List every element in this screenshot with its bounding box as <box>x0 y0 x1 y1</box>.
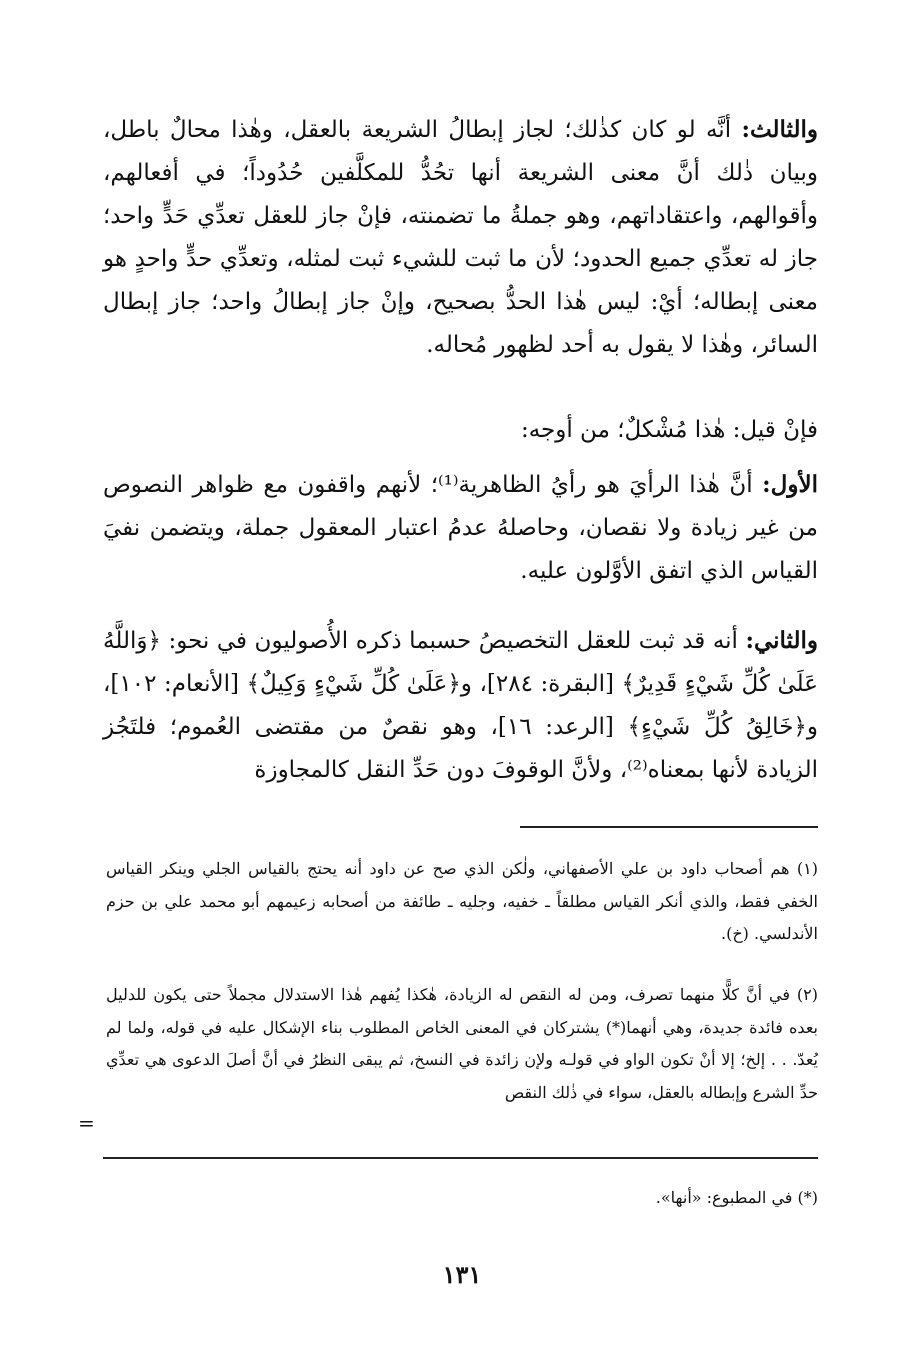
footnote-2: (٢) في أنَّ كلًّا منهما تصرف، ومن له النقص له الزيادة، هٰكذا يُفهم هٰذا الاستدلال مجملاً حتى يكون للدليل بعده فائدة جديدة، وهي أنهما(*) يشتركان في المعنى الخاص المطلوب بناء الإشكال عليه في قوله، ولما لم يُعدّ. . . إلخ؛ إلا أنْ تكون الواو في قولـه ولإن زائدة في النسخ، ثم يبقى النظرُ في أنَّ أصلَ الدعوى هي تعدِّي حدِّ الشرع وإبطاله بالعقل، سواء في ذٰلك النقص <box>106 985 818 1102</box>
paragraph-lead: والثاني: <box>745 627 818 654</box>
paragraph-text: فإنْ قيل: هٰذا مُشْكلٌ؛ من أوجه: <box>520 417 818 443</box>
paragraph-third-argument <box>103 108 818 367</box>
paragraph-text: أنه قد ثبت للعقل التخصيصُ حسبما ذكره الأُصوليون في نحو: ﴿وَاللَّهُ عَلَىٰ كُلِّ شَيْءٍ قَدِيرٌ﴾ [البقرة: ٢٨٤]، و﴿عَلَىٰ كُلِّ شَيْءٍ وَكِيلٌ﴾ [الأنعام: ١٠٢]، و﴿خَالِقُ كُلِّ شَيْءٍ﴾ [الرعد: ١٦]، وهو نقصٌ من مقتضى العُموم؛ فلتَجُز الزيادة لأنها بمعناه⁽²⁾، ولأنَّ الوقوفَ دون حَدِّ النقل كالمجاوزة <box>103 628 818 783</box>
paragraph-lead: الأول: <box>762 471 818 498</box>
page-number: ١٣١ <box>442 1260 482 1289</box>
paragraph-second-point <box>103 619 818 792</box>
paragraph-objection <box>103 409 818 452</box>
paragraph-lead: والثالث: <box>741 116 818 143</box>
editor-note: (*) في المطبوع: «أنها». <box>655 1188 818 1207</box>
paragraph-text: أنَّه لو كان كذٰلك؛ لجاز إبطالُ الشريعة بالعقل، وهٰذا محالٌ باطل، وبيان ذٰلك أنَّ معنى الشريعة أنها تحُدُّ للمكلَّفين حُدُوداً؛ في أفعالهم، وأقوالهم، واعتقاداتهم، وهو جملةُ ما تضمنته، فإنْ جاز للعقل تعدِّي حَدٍّ واحد؛ جاز له تعدِّي جميع الحدود؛ لأن ما ثبت للشيء ثبت لمثله، وتعدِّي حدٍّ واحدٍ هو معنى إبطاله؛ أيْ: ليس هٰذا الحدُّ بصحيح، وإنْ جاز إبطالُ واحد؛ جاز إبطال السائر، وهٰذا لا يقول به أحد لظهور مُحاله. <box>103 117 818 358</box>
footnote-1: (١) هم أصحاب داود بن علي الأصفهاني، ولٰكن الذي صح عن داود أنه يحتج بالقياس الجلي وينكر القياس الخفي فقط، والذي أنكر القياس مطلقاً ـ خفيه، وجليه ـ طائفة من أصحابه زعيمهم أبو محمد علي بن حزم الأندلسي. (خ). <box>106 859 818 943</box>
paragraph-text: أنَّ هٰذا الرأيَ هو رأيُ الظاهرية⁽¹⁾؛ لأنهم واقفون مع ظواهر النصوص من غير زيادة ولا نقصان، وحاصلهُ عدمُ اعتبار المعقول جملة، ويتضمن نفيَ القياس الذي اتفق الأوَّلون عليه. <box>103 472 818 584</box>
footnote-separator <box>520 826 818 828</box>
paragraph-first-point <box>103 463 818 593</box>
continuation-mark: = <box>78 1111 95 1135</box>
editor-note-separator <box>103 1157 818 1159</box>
